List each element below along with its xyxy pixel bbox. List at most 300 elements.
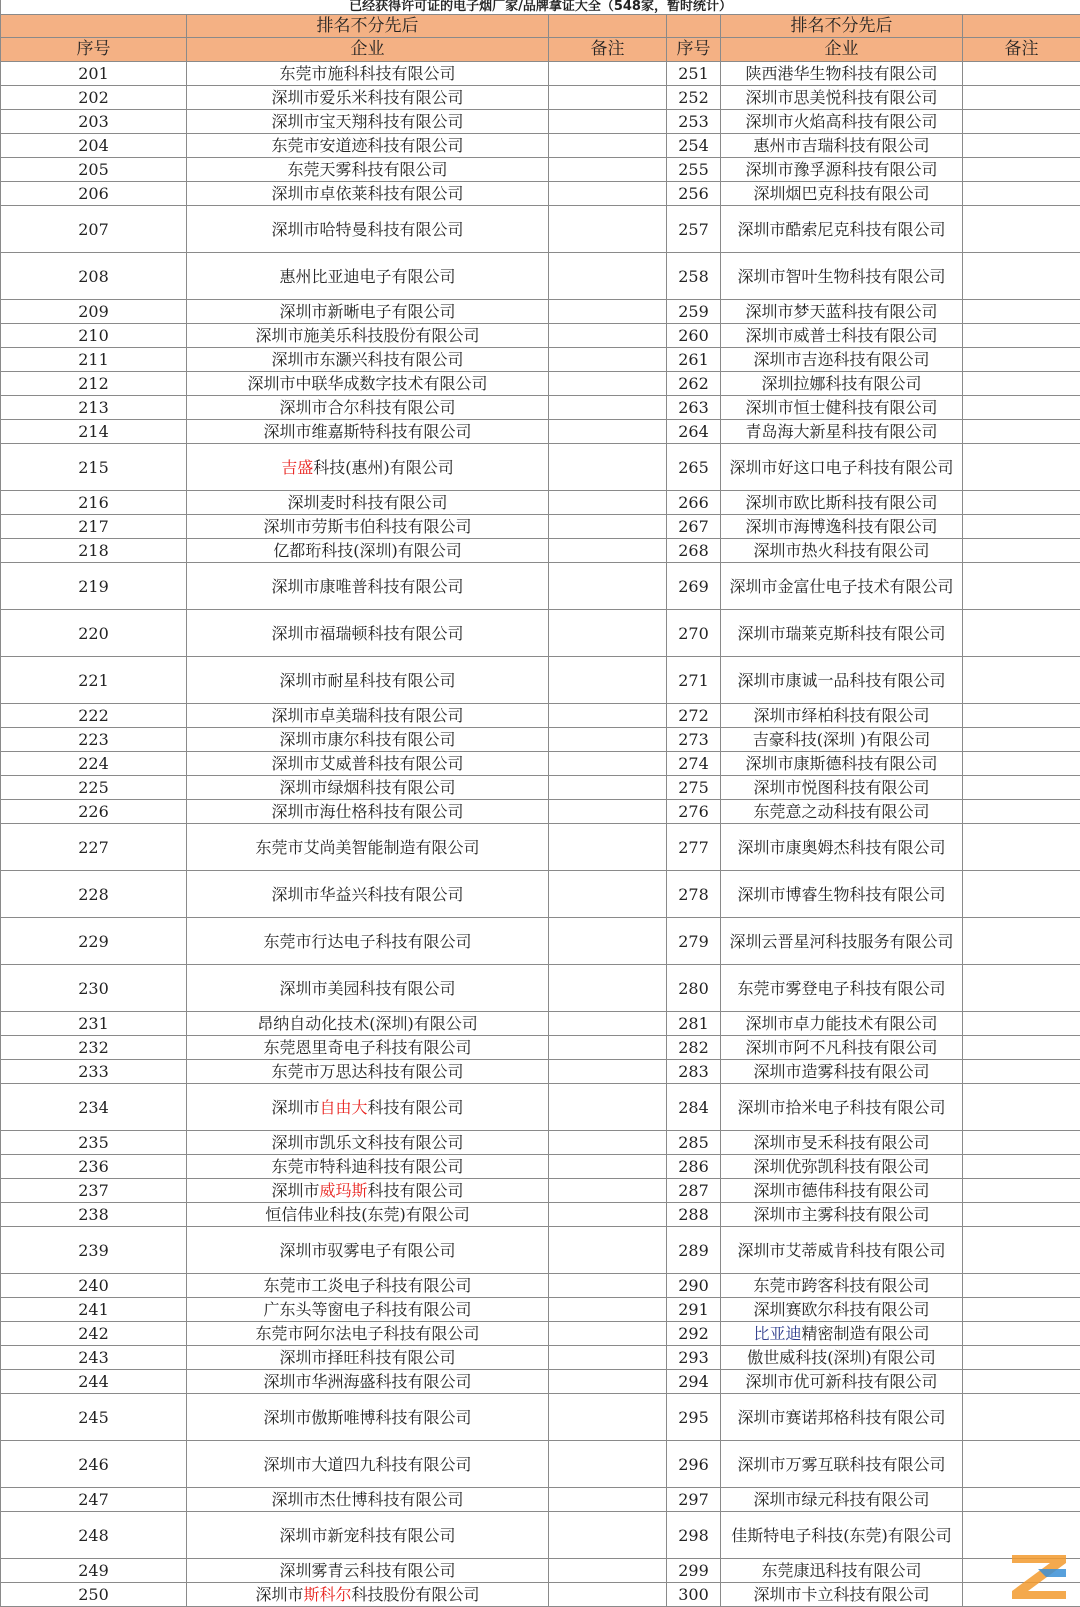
left-remark-cell [549,1559,667,1583]
right-company-cell [721,324,963,348]
company-text: 深圳市万雾互联科技有限公司 [737,1454,946,1474]
left-no-cell: 250 [1,1583,187,1607]
col-header-no-left: 序号 [1,38,187,62]
right-remark-cell [963,158,1080,182]
right-no-cell: 300 [667,1583,721,1607]
left-no-cell: 220 [1,610,187,657]
company-text: 深圳市维嘉斯特科技有限公司 [263,422,472,441]
left-remark-cell [549,62,667,86]
company-text: 东莞康迅科技有限公司 [761,1561,922,1580]
right-remark-cell [963,824,1080,871]
table-row [1,1155,1080,1179]
company-text: 深圳市卓力能技术有限公司 [745,1014,938,1033]
right-company-cell [721,1131,963,1155]
company-text: 东莞天雾科技有限公司 [287,160,448,179]
left-company-cell [187,1559,549,1583]
right-no-cell: 258 [667,253,721,300]
right-company-cell [721,728,963,752]
right-remark-cell [963,372,1080,396]
left-remark-cell [549,1155,667,1179]
company-text: 深圳市梦天蓝科技有限公司 [745,302,938,321]
right-no-cell: 263 [667,396,721,420]
company-text: 东莞市艾尚美智能制造有限公司 [255,837,480,857]
left-company-cell [187,1155,549,1179]
left-company-cell [187,1036,549,1060]
right-company-cell [721,704,963,728]
right-no-cell: 282 [667,1036,721,1060]
right-no-cell: 259 [667,300,721,324]
company-text: 深圳市博睿生物科技有限公司 [737,884,946,904]
company-text: 亿都珩科技(深圳)有限公司 [273,541,462,560]
left-company-cell [187,348,549,372]
company-text: 深圳市驭雾电子有限公司 [279,1240,456,1260]
right-company-cell [721,62,963,86]
right-remark-cell [963,800,1080,824]
company-text: 深圳市旻禾科技有限公司 [753,1133,930,1152]
right-company-cell [721,1322,963,1346]
table-row [1,1370,1080,1394]
right-no-cell: 292 [667,1322,721,1346]
table-row [1,728,1080,752]
left-company-cell [187,491,549,515]
right-company-cell [721,1012,963,1036]
left-remark-cell [549,918,667,965]
company-text: 深圳市拾米电子科技有限公司 [737,1097,946,1117]
company-text: 东莞市行达电子科技有限公司 [263,931,472,951]
right-no-cell: 277 [667,824,721,871]
left-remark-cell [549,1060,667,1084]
left-no-cell: 246 [1,1441,187,1488]
company-text: 深圳市赛诺邦格科技有限公司 [737,1407,946,1427]
left-no-cell: 248 [1,1512,187,1559]
right-remark-cell [963,704,1080,728]
company-text: 东莞恩里奇电子科技有限公司 [263,1038,472,1057]
left-company-cell [187,1274,549,1298]
left-no-cell: 202 [1,86,187,110]
left-no-cell: 237 [1,1179,187,1203]
right-remark-cell [963,1370,1080,1394]
left-company-cell [187,539,549,563]
table-row [1,348,1080,372]
left-company-cell [187,918,549,965]
right-company-cell [721,563,963,610]
right-remark-cell [963,1441,1080,1488]
right-no-cell: 253 [667,110,721,134]
right-company-cell [721,182,963,206]
right-remark-cell [963,182,1080,206]
left-no-cell: 215 [1,444,187,491]
company-text: 深圳市卓美瑞科技有限公司 [271,706,464,725]
right-remark-cell [963,965,1080,1012]
left-company-cell [187,444,549,491]
company-text: 东莞市万思达科技有限公司 [271,1062,464,1081]
company-text: 科技有限公司 [367,1097,464,1117]
company-text: 深圳市德伟科技有限公司 [753,1181,930,1200]
table-row [1,1203,1080,1227]
company-text: 深圳市华益兴科技有限公司 [271,884,464,904]
left-remark-cell [549,1084,667,1131]
left-no-cell: 234 [1,1084,187,1131]
right-remark-cell [963,444,1080,491]
left-no-cell: 218 [1,539,187,563]
company-text: 深圳市智叶生物科技有限公司 [737,266,946,286]
right-company-cell [721,610,963,657]
right-company-cell [721,871,963,918]
right-company-cell [721,1583,963,1607]
left-remark-cell [549,776,667,800]
right-remark-cell [963,752,1080,776]
left-company-cell [187,1084,549,1131]
left-company-cell [187,515,549,539]
table-row [1,444,1080,491]
right-remark-cell [963,657,1080,704]
left-remark-cell [549,1441,667,1488]
left-company-cell [187,1012,549,1036]
right-company-cell [721,824,963,871]
left-company-cell [187,1488,549,1512]
right-remark-cell [963,1298,1080,1322]
left-no-cell: 208 [1,253,187,300]
left-remark-cell [549,1512,667,1559]
left-no-cell: 209 [1,300,187,324]
company-text: 东莞市安道迹科技有限公司 [271,136,464,155]
right-remark-cell [963,1203,1080,1227]
table-row [1,824,1080,871]
highlighted-brand: 斯科尔 [303,1585,352,1604]
table-row [1,420,1080,444]
right-no-cell: 295 [667,1394,721,1441]
left-company-cell [187,1441,549,1488]
company-text: 深圳麦时科技有限公司 [287,493,448,512]
right-company-cell [721,1084,963,1131]
left-remark-cell [549,657,667,704]
left-company-cell [187,1394,549,1441]
left-company-cell [187,253,549,300]
table-row [1,1179,1080,1203]
left-no-cell: 204 [1,134,187,158]
table-row [1,1036,1080,1060]
left-company-cell [187,871,549,918]
left-remark-cell [549,110,667,134]
company-text: 深圳市爱乐米科技有限公司 [271,88,464,107]
right-remark-cell [963,1322,1080,1346]
right-no-cell: 254 [667,134,721,158]
left-company-cell [187,420,549,444]
right-company-cell [721,1346,963,1370]
right-no-cell: 257 [667,206,721,253]
col-header-company-right: 企业 [721,38,963,62]
left-company-cell [187,1322,549,1346]
left-remark-cell [549,800,667,824]
company-text: 深圳市酷索尼克科技有限公司 [737,219,946,239]
left-no-cell: 206 [1,182,187,206]
right-no-cell: 286 [667,1155,721,1179]
right-company-cell [721,300,963,324]
table-row [1,515,1080,539]
rank-note-right: 排名不分先后 [721,15,963,38]
right-no-cell: 293 [667,1346,721,1370]
left-company-cell [187,62,549,86]
left-no-cell: 240 [1,1274,187,1298]
right-no-cell: 275 [667,776,721,800]
right-no-cell: 296 [667,1441,721,1488]
left-no-cell: 239 [1,1227,187,1274]
right-company-cell [721,1203,963,1227]
table-row [1,752,1080,776]
right-no-cell: 290 [667,1274,721,1298]
left-no-cell: 231 [1,1012,187,1036]
col-header-remark-left: 备注 [549,38,667,62]
left-remark-cell [549,420,667,444]
company-text: 佳斯特电子科技(东莞)有限公司 [731,1525,952,1545]
left-remark-cell [549,1394,667,1441]
right-company-cell [721,1155,963,1179]
left-remark-cell [549,206,667,253]
company-text: 傲世威科技(深圳)有限公司 [747,1348,936,1367]
right-remark-cell [963,1155,1080,1179]
left-remark-cell [549,1012,667,1036]
table-row [1,704,1080,728]
col-header-no-right: 序号 [667,38,721,62]
left-remark-cell [549,515,667,539]
table-row [1,62,1080,86]
left-company-cell [187,182,549,206]
left-no-cell: 211 [1,348,187,372]
left-no-cell: 223 [1,728,187,752]
right-no-cell: 298 [667,1512,721,1559]
table-row [1,1441,1080,1488]
left-remark-cell [549,704,667,728]
right-company-cell [721,372,963,396]
right-company-cell [721,1060,963,1084]
right-no-cell: 297 [667,1488,721,1512]
left-remark-cell [549,158,667,182]
right-no-cell: 266 [667,491,721,515]
right-remark-cell [963,86,1080,110]
right-company-cell [721,348,963,372]
right-no-cell: 269 [667,563,721,610]
company-text: 深圳市择旺科技有限公司 [279,1348,456,1367]
col-header-company-left: 企业 [187,38,549,62]
company-text: 深圳市海博逸科技有限公司 [745,517,938,536]
title-row [1,0,1080,15]
right-no-cell: 291 [667,1298,721,1322]
left-company-cell [187,396,549,420]
right-company-cell [721,1512,963,1559]
right-no-cell: 279 [667,918,721,965]
company-text: 惠州市吉瑞科技有限公司 [753,136,930,155]
left-company-cell [187,1227,549,1274]
right-company-cell [721,444,963,491]
header-cell [963,15,1080,38]
left-no-cell: 201 [1,62,187,86]
company-text: 深圳市热火科技有限公司 [753,541,930,560]
right-no-cell: 278 [667,871,721,918]
left-company-cell [187,1370,549,1394]
right-company-cell [721,1394,963,1441]
left-no-cell: 217 [1,515,187,539]
right-remark-cell [963,206,1080,253]
right-remark-cell [963,324,1080,348]
table-row [1,563,1080,610]
company-text: 精密制造有限公司 [801,1324,930,1343]
left-company-cell [187,1060,549,1084]
company-text: 深圳市火焰高科技有限公司 [745,112,938,131]
col-header-remark-right: 备注 [963,38,1080,62]
right-company-cell [721,158,963,182]
right-no-cell: 267 [667,515,721,539]
left-company-cell [187,110,549,134]
left-company-cell [187,300,549,324]
company-text: 深圳市中联华成数字技术有限公司 [247,374,488,393]
company-text: 深圳市新晰电子有限公司 [279,302,456,321]
company-text: 深圳市思美悦科技有限公司 [745,88,938,107]
company-text: 深圳市康尔科技有限公司 [279,730,456,749]
right-no-cell: 271 [667,657,721,704]
table-row [1,1012,1080,1036]
left-remark-cell [549,1488,667,1512]
table-row [1,918,1080,965]
right-no-cell: 287 [667,1179,721,1203]
company-text: 深圳市金富仕电子技术有限公司 [729,576,954,596]
right-company-cell [721,1298,963,1322]
company-text: 深圳市绿元科技有限公司 [753,1490,930,1509]
company-text: 深圳市劳斯韦伯科技有限公司 [263,517,472,536]
right-company-cell [721,1488,963,1512]
company-text: 深圳市耐星科技有限公司 [279,670,456,690]
company-text: 深圳市恒士健科技有限公司 [745,398,938,417]
left-company-cell [187,158,549,182]
right-no-cell: 272 [667,704,721,728]
right-remark-cell [963,253,1080,300]
company-text: 深圳优弥凯科技有限公司 [753,1157,930,1176]
left-remark-cell [549,1346,667,1370]
left-company-cell [187,324,549,348]
right-no-cell: 256 [667,182,721,206]
left-no-cell: 230 [1,965,187,1012]
right-company-cell [721,396,963,420]
left-no-cell: 238 [1,1203,187,1227]
left-remark-cell [549,1370,667,1394]
right-company-cell [721,965,963,1012]
left-no-cell: 243 [1,1346,187,1370]
right-company-cell [721,206,963,253]
rank-note-row [1,15,1080,38]
company-text: 深圳拉娜科技有限公司 [761,374,922,393]
company-text: 深圳市吉迩科技有限公司 [753,350,930,369]
company-text: 东莞市雾登电子科技有限公司 [737,978,946,998]
table-row [1,1394,1080,1441]
right-remark-cell [963,1346,1080,1370]
right-remark-cell [963,491,1080,515]
company-text: 深圳市康斯德科技有限公司 [745,754,938,773]
table-row [1,372,1080,396]
left-company-cell [187,1583,549,1607]
left-remark-cell [549,824,667,871]
company-text: 深圳市 [271,1181,320,1200]
highlighted-brand: 吉盛 [281,457,314,477]
company-text: 青岛海大新星科技有限公司 [745,422,938,441]
left-remark-cell [549,563,667,610]
table-row [1,1512,1080,1559]
right-remark-cell [963,1036,1080,1060]
left-no-cell: 225 [1,776,187,800]
left-remark-cell [549,1227,667,1274]
company-text: 深圳市新宠科技有限公司 [279,1525,456,1545]
company-text: 东莞市施科科技有限公司 [279,64,456,83]
right-no-cell: 276 [667,800,721,824]
left-no-cell: 228 [1,871,187,918]
right-remark-cell [963,776,1080,800]
right-remark-cell [963,871,1080,918]
right-remark-cell [963,1179,1080,1203]
right-no-cell: 274 [667,752,721,776]
left-company-cell [187,752,549,776]
right-remark-cell [963,728,1080,752]
left-no-cell: 241 [1,1298,187,1322]
table-row [1,134,1080,158]
left-remark-cell [549,539,667,563]
company-text: 深圳市康唯普科技有限公司 [271,576,464,596]
left-no-cell: 227 [1,824,187,871]
right-remark-cell [963,300,1080,324]
left-no-cell: 249 [1,1559,187,1583]
right-remark-cell [963,1394,1080,1441]
left-remark-cell [549,86,667,110]
company-text: 深圳市 [271,1097,320,1117]
right-company-cell [721,1227,963,1274]
right-no-cell: 294 [667,1370,721,1394]
left-company-cell [187,776,549,800]
company-text: 深圳市艾威普科技有限公司 [271,754,464,773]
left-no-cell: 229 [1,918,187,965]
header-cell [667,15,721,38]
table-row [1,1559,1080,1583]
left-no-cell: 247 [1,1488,187,1512]
left-no-cell: 205 [1,158,187,182]
left-company-cell [187,824,549,871]
left-company-cell [187,800,549,824]
right-company-cell [721,1274,963,1298]
table-row [1,1227,1080,1274]
company-text: 东莞市阿尔法电子科技有限公司 [255,1324,480,1343]
table-row [1,158,1080,182]
left-no-cell: 224 [1,752,187,776]
table-row [1,1488,1080,1512]
left-no-cell: 236 [1,1155,187,1179]
left-no-cell: 212 [1,372,187,396]
right-no-cell: 255 [667,158,721,182]
right-remark-cell [963,610,1080,657]
table-row [1,396,1080,420]
header-cell [1,15,187,38]
right-no-cell: 280 [667,965,721,1012]
right-company-cell [721,515,963,539]
table-row [1,110,1080,134]
left-remark-cell [549,728,667,752]
company-text: 深圳市卡立科技有限公司 [753,1585,930,1604]
left-no-cell: 214 [1,420,187,444]
company-text: 深圳市傲斯唯博科技有限公司 [263,1407,472,1427]
right-remark-cell [963,396,1080,420]
company-text: 吉豪科技(深圳 )有限公司 [752,730,931,749]
table-row [1,1060,1080,1084]
left-remark-cell [549,1036,667,1060]
table-row [1,206,1080,253]
table-row [1,1298,1080,1322]
left-remark-cell [549,348,667,372]
left-remark-cell [549,1203,667,1227]
